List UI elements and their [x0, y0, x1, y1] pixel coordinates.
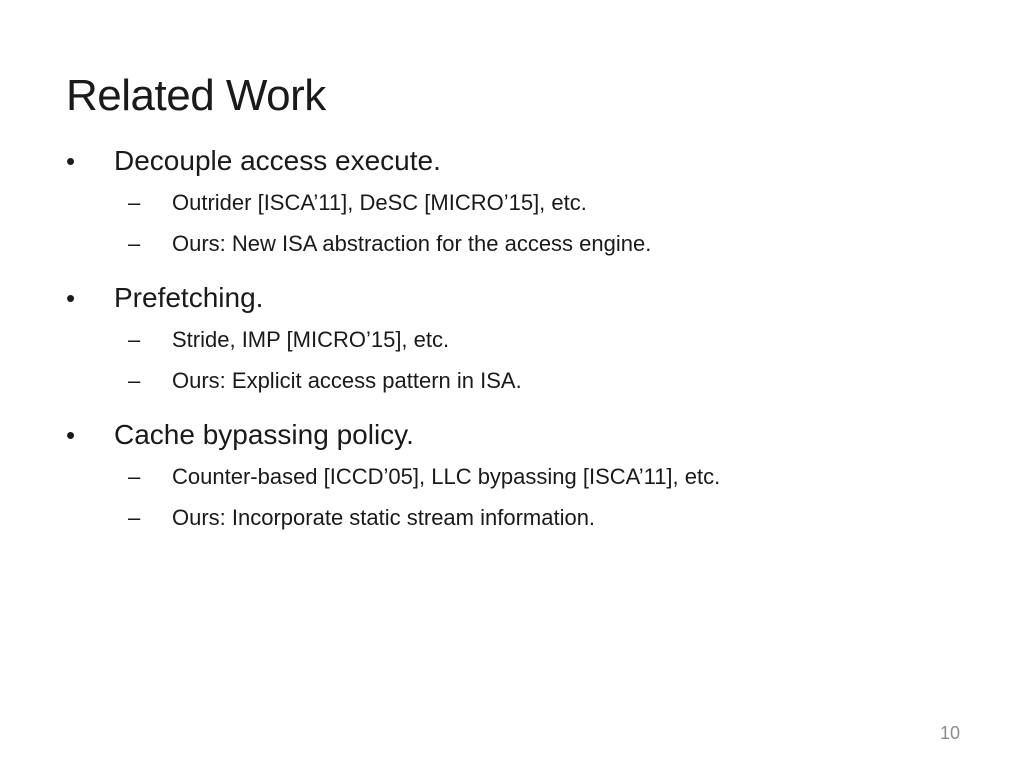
sub-bullet-marker: – — [128, 505, 141, 530]
bullet-item — [66, 140, 966, 182]
sub-bullet-marker: – — [128, 231, 141, 256]
sub-bullet-marker: – — [128, 464, 141, 489]
sub-bullet-text: Counter-based [ICCD’05], LLC bypassing [ISCA’11], etc. — [172, 464, 721, 489]
sub-bullet-text: Stride, IMP [MICRO’15], etc. — [172, 327, 450, 352]
bullet-text: Cache bypassing policy. — [114, 419, 414, 450]
sub-bullet-item — [66, 319, 966, 360]
sub-bullet-marker: – — [128, 190, 141, 215]
sub-bullet-item — [66, 497, 966, 538]
bullet-list — [66, 140, 966, 538]
bullet-text: Prefetching. — [114, 282, 264, 313]
sub-bullet-text: Ours: New ISA abstraction for the access engine. — [172, 231, 652, 256]
bullet-item — [66, 277, 966, 319]
bullet-group — [66, 277, 966, 401]
sub-bullet-item — [66, 456, 966, 497]
sub-bullet-item — [66, 223, 966, 264]
bullet-marker: • — [66, 283, 76, 313]
sub-bullet-item — [66, 182, 966, 223]
bullet-group — [66, 140, 966, 264]
page-number: 10 — [939, 723, 960, 743]
sub-bullet-marker: – — [128, 368, 141, 393]
bullet-text: Decouple access execute. — [114, 145, 441, 176]
bullet-group — [66, 414, 966, 538]
sub-bullet-item — [66, 360, 966, 401]
bullet-marker: • — [66, 420, 76, 450]
sub-bullet-text: Ours: Explicit access pattern in ISA. — [172, 368, 522, 393]
sub-bullet-marker: – — [128, 327, 141, 352]
sub-bullet-text: Ours: Incorporate static stream information. — [172, 505, 596, 530]
slide-title: Related Work — [66, 71, 326, 120]
sub-bullet-text: Outrider [ISCA’11], DeSC [MICRO’15], etc. — [172, 190, 587, 215]
bullet-marker: • — [66, 146, 76, 176]
bullet-item — [66, 414, 966, 456]
